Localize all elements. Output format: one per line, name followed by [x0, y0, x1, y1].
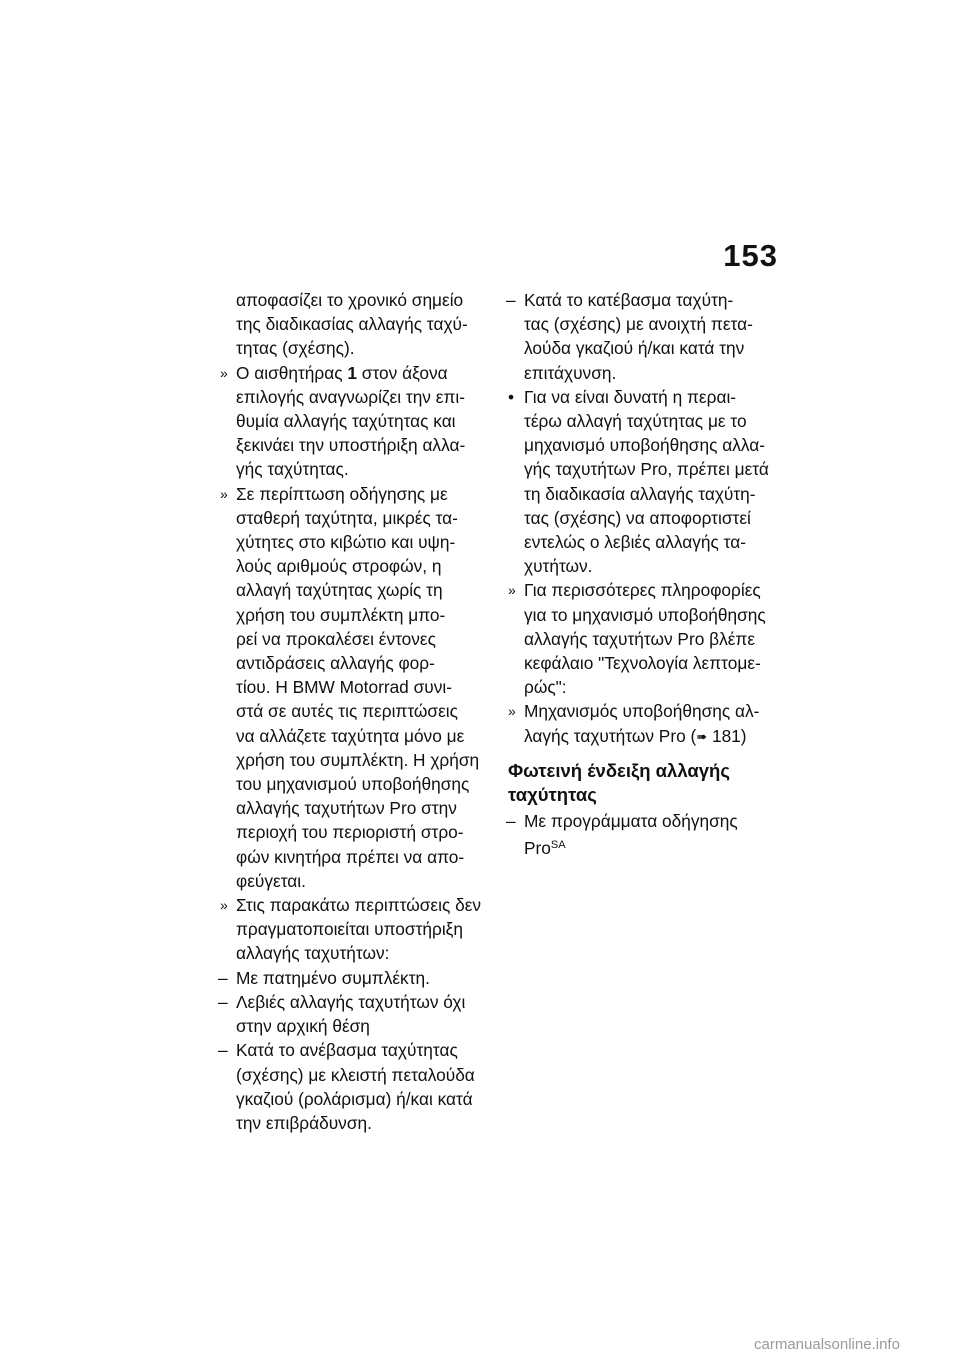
heading-line: Φωτεινή ένδειξη αλλαγής	[508, 759, 730, 781]
text-line: πραγματοποιείται υποστήριξη	[236, 919, 464, 940]
result-item	[220, 482, 492, 893]
text-line: ρεί να προκαλέσει έντονες	[236, 628, 436, 649]
result-item	[508, 699, 784, 748]
text-line: Κατά το ανέβασμα ταχύτητας	[236, 1040, 458, 1061]
text-line: φών κινητήρα πρέπει να απο-	[236, 846, 465, 867]
text-line: για το μηχανισμό υποβοήθησης	[524, 604, 766, 625]
dash-marker-icon: –	[218, 967, 228, 988]
bullet-list-item	[508, 385, 784, 579]
text-line: τας (σχέσης) με ανοιχτή πετα-	[524, 314, 753, 335]
text-line: του μηχανισμού υποβοήθησης	[236, 774, 470, 795]
text-line: ρώς":	[524, 677, 567, 698]
text-line: αλλαγής ταχυτήτων Pro βλέπε	[524, 628, 756, 649]
text-line: χρήση του συμπλέκτη μπο-	[236, 604, 446, 625]
result-marker-icon: »	[220, 364, 228, 381]
text-line: στην αρχική θέση	[236, 1016, 370, 1037]
text-line: επιλογής αναγνωρίζει την επι-	[236, 386, 465, 407]
result-item	[220, 361, 492, 482]
text-line: την επιβράδυνση.	[236, 1112, 372, 1133]
text-line: τη διαδικασία αλλαγής ταχύτη-	[524, 483, 756, 504]
text-line: περιοχή του περιοριστή στρο-	[236, 822, 464, 843]
page-reference-arrow-icon: ➠	[696, 728, 708, 744]
dash-marker-icon: –	[506, 810, 516, 831]
text-line: Για περισσότερες πληροφορίες	[524, 580, 761, 601]
page-reference-link[interactable]: 181)	[707, 725, 747, 746]
text-line: χυτήτων.	[524, 556, 593, 577]
text-line: Κατά το κατέβασμα ταχύτη-	[524, 290, 734, 310]
text-line: Για να είναι δυνατή η περαι-	[524, 386, 737, 407]
text-line: τητας (σχέσης).	[236, 338, 355, 359]
text-line: χρήση του συμπλέκτη. Η χρήση	[236, 749, 480, 770]
text-line: της διαδικασίας αλλαγής ταχύ-	[236, 314, 468, 335]
text-line: Σε περίπτωση οδήγησης με	[236, 483, 448, 504]
result-item	[220, 893, 492, 966]
text-line: λούς αριθμούς στροφών, η	[236, 556, 442, 577]
dash-list-item	[508, 809, 784, 860]
result-marker-icon: »	[508, 703, 516, 720]
text-line: Λεβιές αλλαγής ταχυτήτων όχι	[236, 991, 466, 1012]
result-marker-icon: »	[508, 582, 516, 599]
text-line: λαγής ταχυτήτων Pro (➠ 181)	[524, 725, 747, 746]
dash-list-item	[508, 288, 784, 385]
text-line: Με προγράμματα οδήγησης	[524, 810, 738, 831]
text-line: αλλαγή ταχύτητας χωρίς τη	[236, 580, 443, 601]
text-line: γκαζιού (ρολάρισμα) ή/και κατά	[236, 1088, 473, 1109]
section-heading	[508, 759, 784, 807]
text-line: τας (σχέσης) να αποφορτιστεί	[524, 507, 751, 528]
heading-line: ταχύτητας	[508, 783, 597, 805]
text-line: αποφασίζει το χρονικό σημείο	[236, 290, 464, 310]
text-line: Pro$^{SA}$	[524, 838, 566, 859]
callout-number: 1	[347, 362, 357, 383]
text-line: γής ταχυτήτων Pro, πρέπει μετά	[524, 459, 769, 480]
text-line: λούδα γκαζιού ή/και κατά την	[524, 338, 745, 359]
dash-list-item	[220, 1038, 492, 1135]
right-column	[508, 288, 784, 860]
text-line: σταθερή ταχύτητα, μικρές τα-	[236, 507, 458, 528]
text-line: αντιδράσεις αλλαγής φορ-	[236, 653, 435, 674]
text-line: Με πατημένο συμπλέκτη.	[236, 967, 430, 988]
result-marker-icon: »	[220, 897, 228, 914]
text-line: αλλαγής ταχυτήτων Pro στην	[236, 798, 457, 819]
text-line: να αλλάζετε ταχύτητα μόνο με	[236, 725, 465, 746]
text-line: γής ταχύτητας.	[236, 459, 349, 480]
text-line: μηχανισμό υποβοήθησης αλλα-	[524, 435, 765, 456]
dash-marker-icon: –	[218, 1040, 228, 1061]
text-line: αλλαγής ταχυτήτων:	[236, 943, 390, 964]
text-line: φεύγεται.	[236, 870, 306, 891]
result-item	[508, 578, 784, 699]
special-equipment-mark: SA	[550, 839, 566, 852]
text-line: στά σε αυτές τις περιπτώσεις	[236, 701, 458, 722]
dash-marker-icon: –	[218, 991, 228, 1012]
text-line: ξεκινάει την υποστήριξη αλλα-	[236, 435, 466, 456]
text-line: Στις παρακάτω περιπτώσεις δεν	[236, 895, 482, 916]
text-line: Ο αισθητήρας 1 στον άξονα	[236, 362, 448, 383]
text-line: τίου. Η BMW Motorrad συνι-	[236, 677, 452, 698]
result-marker-icon: »	[220, 485, 228, 502]
paragraph-continuation	[220, 288, 492, 361]
text-line: (σχέσης) με κλειστή πεταλούδα	[236, 1064, 475, 1085]
text-line: Μηχανισμός υποβοήθησης αλ-	[524, 701, 760, 722]
text-line: εντελώς ο λεβιές αλλαγής τα-	[524, 532, 746, 553]
text-line: χύτητες στο κιβώτιο και υψη-	[236, 532, 456, 553]
text-line: τέρω αλλαγή ταχύτητας με το	[524, 411, 747, 432]
bullet-icon: •	[508, 386, 515, 407]
watermark: carmanualsonline.info	[754, 1336, 900, 1353]
dash-list-item	[220, 966, 492, 990]
text-line: κεφάλαιο "Τεχνολογία λεπτομε-	[524, 653, 761, 674]
text-line: θυμία αλλαγής ταχύτητας και	[236, 411, 456, 432]
dash-marker-icon: –	[506, 290, 516, 310]
text-line: επιτάχυνση.	[524, 362, 617, 383]
left-column	[220, 288, 492, 1135]
dash-list-item	[220, 990, 492, 1038]
page-number: 153	[723, 238, 778, 273]
